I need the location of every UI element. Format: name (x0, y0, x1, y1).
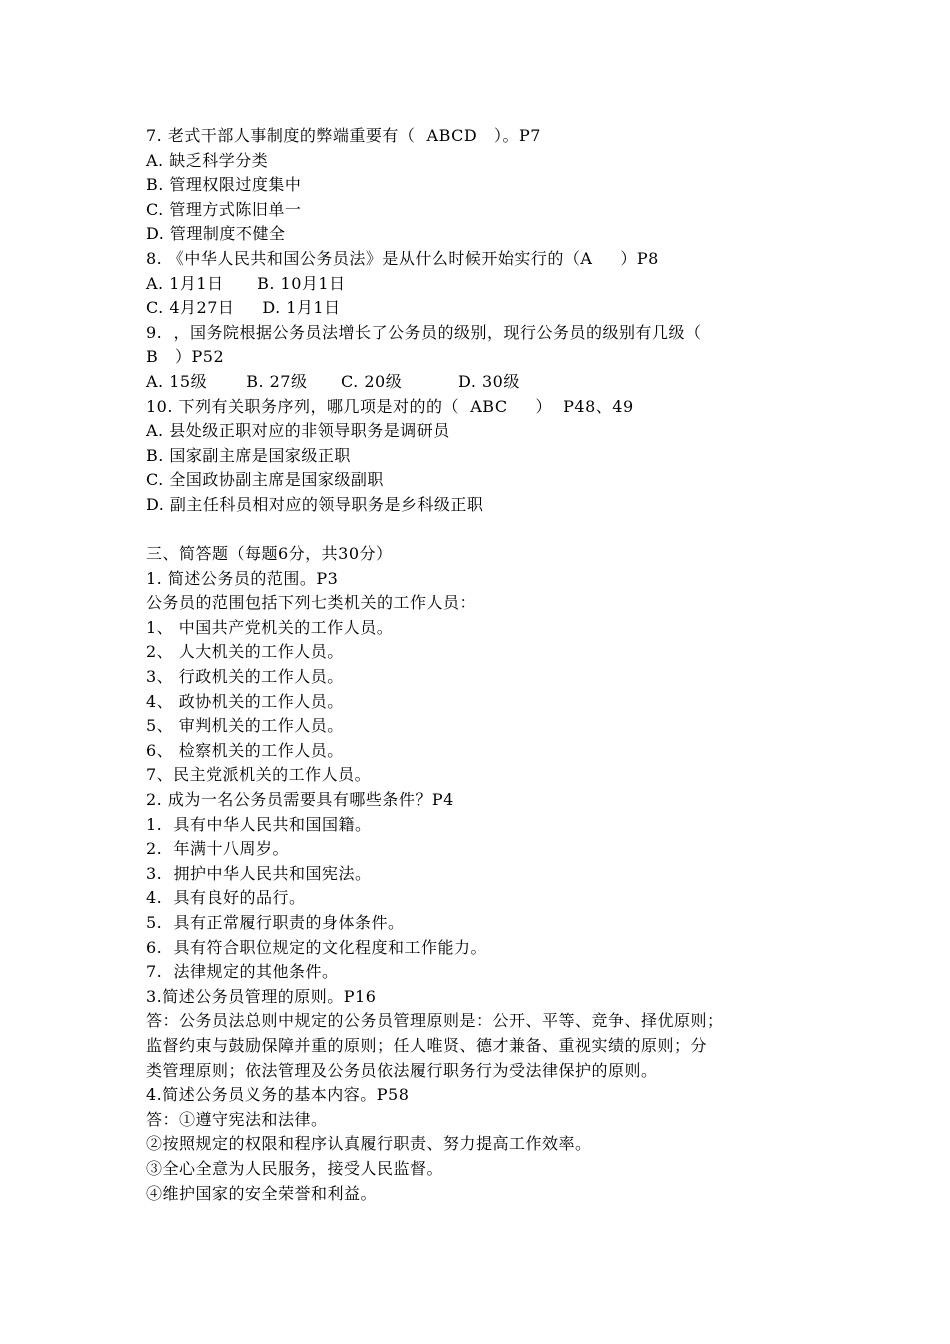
text-line: 公务员的范围包括下列七类机关的工作人员： (146, 593, 477, 613)
text-line: 1. 简述公务员的范围。P3 (146, 568, 339, 588)
text-line: 4、 政协机关的工作人员。 (146, 691, 344, 711)
text-line: 1. 具有中华人民共和国国籍。 (146, 814, 372, 834)
text-line: ③全心全意为人民服务，接受人民监督。 (146, 1158, 444, 1178)
text-line: 6. 具有符合职位规定的文化程度和工作能力。 (146, 937, 487, 957)
text-line: 3. 拥护中华人民共和国宪法。 (146, 863, 372, 883)
text-line: 5. 具有正常履行职责的身体条件。 (146, 913, 405, 932)
text-line: A. 县处级正职对应的非领导职务是调研员 (146, 421, 450, 441)
blank-line (146, 518, 826, 543)
text-line: 3、 行政机关的工作人员。 (146, 667, 344, 687)
text-line: A. 缺乏科学分类 (146, 150, 269, 170)
text-line: D. 副主任科员相对应的领导职务是乡科级正职 (146, 494, 484, 514)
text-line: C. 全国政协副主席是国家级副职 (146, 470, 384, 490)
text-line: 5、 审判机关的工作人员。 (146, 716, 344, 736)
text-line: 4. 具有良好的品行。 (146, 888, 306, 908)
text-line: ②按照规定的权限和程序认真履行职责、努力提高工作效率。 (146, 1134, 592, 1154)
text-line: 答：公务员法总则中规定的公务员管理原则是：公开、平等、竞争、择优原则； (146, 1011, 724, 1031)
text-line: 1、 中国共产党机关的工作人员。 (146, 617, 394, 637)
text-line: 9. ，国务院根据公务员法增长了公务员的级别，现行公务员的级别有几级（ (146, 322, 702, 342)
text-line: 监督约束与鼓励保障并重的原则；任人唯贤、德才兼备、重视实绩的原则；分 (146, 1035, 708, 1055)
text-line: 7. 老式干部人事制度的弊端重要有（ ABCD ）。P7 (146, 126, 541, 145)
text-line: 6、 检察机关的工作人员。 (146, 740, 344, 760)
text-line: 2. 成为一名公务员需要具有哪些条件？P4 (146, 790, 454, 810)
text-line: 4.简述公务员义务的基本内容。P58 (146, 1085, 410, 1105)
text-line: B ）P52 (146, 347, 225, 367)
text-line: 2、 人大机关的工作人员。 (146, 642, 344, 662)
text-line: C. 管理方式陈旧单一 (146, 199, 302, 219)
text-line: A. 15级 B. 27级 C. 20级 D. 30级 (146, 371, 520, 391)
text-line: 7. 法律规定的其他条件。 (146, 962, 339, 982)
text-line: C. 4月27日 D. 1月1日 (146, 298, 341, 318)
document-body (146, 124, 826, 1206)
text-line: 答：①遵守宪法和法律。 (146, 1109, 328, 1129)
text-line: 3.简述公务员管理的原则。P16 (146, 986, 377, 1006)
text-line: 7、民主党派机关的工作人员。 (146, 765, 372, 785)
text-line: ④维护国家的安全荣誉和利益。 (146, 1183, 378, 1203)
text-line: D. 管理制度不健全 (146, 224, 286, 244)
text-line: 8. 《中华人民共和国公务员法》是从什么时候开始实行的（A ）P8 (146, 248, 659, 268)
text-line: B. 国家副主席是国家级正职 (146, 445, 351, 465)
text-line: 类管理原则；依法管理及公务员依法履行职务行为受法律保护的原则。 (146, 1060, 658, 1080)
text-line: B. 管理权限过度集中 (146, 175, 302, 195)
text-line: 2. 年满十八周岁。 (146, 839, 289, 859)
text-line: A. 1月1日 B. 10月1日 (146, 273, 346, 293)
text-line: 10. 下列有关职务序列，哪几项是对的的（ ABC ） P48、49 (146, 396, 634, 416)
text-line: 三、简答题（每题6分，共30分） (146, 544, 393, 564)
